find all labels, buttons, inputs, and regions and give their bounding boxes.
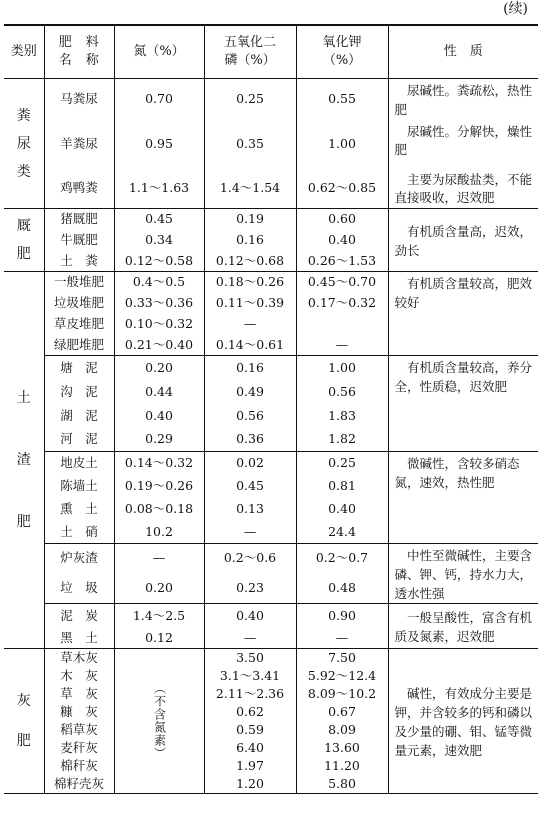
row-phosphorus: 3.50	[204, 649, 296, 667]
row-name: 羊粪尿	[44, 120, 114, 168]
row-phosphorus: 0.62	[204, 703, 296, 721]
row-name: 地皮土	[44, 452, 114, 475]
row-phosphorus: 0.23	[204, 572, 296, 604]
row-phosphorus: 0.11～0.39	[204, 293, 296, 314]
row-potassium: 1.00	[296, 356, 388, 380]
header-property: 性 质	[388, 25, 538, 79]
row-phosphorus: 0.45	[204, 475, 296, 498]
header-potassium-top: 氧化钾	[322, 34, 362, 50]
row-phosphorus: 0.14～0.61	[204, 335, 296, 356]
header-name-bottom: 名 称	[58, 53, 100, 68]
row-phosphorus: 0.02	[204, 452, 296, 475]
row-phosphorus: 2.11～2.36	[204, 685, 296, 703]
header-row	[4, 25, 538, 79]
category-label: 灰肥	[16, 693, 31, 750]
row-name: 土 硝	[44, 521, 114, 544]
row-name: 牛厩肥	[44, 230, 114, 251]
row-name: 陈墙土	[44, 475, 114, 498]
row-potassium	[296, 314, 388, 335]
row-property: 主要为尿酸盐类，不能直接吸收，迟效肥	[388, 168, 538, 209]
row-phosphorus: 0.13	[204, 498, 296, 521]
row-potassium: 0.17～0.32	[296, 293, 388, 314]
row-potassium: 5.80	[296, 775, 388, 794]
row-name: 垃 圾	[44, 572, 114, 604]
header-name-top: 肥 料	[58, 34, 100, 50]
row-nitrogen: 0.45	[114, 209, 204, 230]
row-phosphorus: 0.12～0.68	[204, 251, 296, 272]
row-nitrogen: 0.20	[114, 572, 204, 604]
row-nitrogen: —	[114, 544, 204, 572]
row-potassium: 11.20	[296, 757, 388, 775]
row-name: 垃圾堆肥	[44, 293, 114, 314]
header-phosphorus-top: 五氧化二	[223, 34, 276, 50]
row-name: 熏 土	[44, 498, 114, 521]
category-label: 粪尿类	[16, 107, 31, 180]
table-row	[4, 356, 538, 380]
row-name: 湖 泥	[44, 404, 114, 428]
row-phosphorus: 1.20	[204, 775, 296, 794]
row-name: 木 灰	[44, 667, 114, 685]
row-name: 棉籽壳灰	[44, 775, 114, 794]
row-nitrogen: 0.4～0.5	[114, 272, 204, 293]
row-property: 有机质含量高，迟效，劲长	[388, 209, 538, 272]
header-name	[44, 25, 114, 79]
table-row	[4, 79, 538, 120]
header-category: 类别	[4, 25, 44, 79]
row-name: 一般堆肥	[44, 272, 114, 293]
row-phosphorus: 1.97	[204, 757, 296, 775]
header-potassium-bottom: （%）	[322, 53, 362, 68]
row-potassium: 0.2～0.7	[296, 544, 388, 572]
row-potassium: 7.50	[296, 649, 388, 667]
row-property: 中性至微碱性，主要含磷、钾、钙，持水力大，透水性强	[388, 544, 538, 604]
row-phosphorus: 3.1～3.41	[204, 667, 296, 685]
category-manure	[4, 79, 44, 209]
row-nitrogen: 0.21～0.40	[114, 335, 204, 356]
row-potassium: 0.62～0.85	[296, 168, 388, 209]
row-name: 稻草灰	[44, 721, 114, 739]
row-property: 有机质含量较高，肥效较好	[388, 272, 538, 356]
header-phosphorus	[204, 25, 296, 79]
row-nitrogen: 0.12～0.58	[114, 251, 204, 272]
row-name: 草 灰	[44, 685, 114, 703]
row-potassium: 0.56	[296, 380, 388, 404]
row-potassium: 8.09	[296, 721, 388, 739]
row-name: 草木灰	[44, 649, 114, 667]
row-potassium: 1.83	[296, 404, 388, 428]
row-name: 棉秆灰	[44, 757, 114, 775]
table-row	[4, 272, 538, 293]
row-phosphorus: —	[204, 314, 296, 335]
row-name: 麦秆灰	[44, 739, 114, 757]
row-potassium: 0.40	[296, 498, 388, 521]
row-potassium: 0.25	[296, 452, 388, 475]
row-property: 一般呈酸性，富含有机质及氮素，迟效肥	[388, 604, 538, 649]
row-nitrogen: 0.33～0.36	[114, 293, 204, 314]
row-name: 土 粪	[44, 251, 114, 272]
row-phosphorus: 0.18～0.26	[204, 272, 296, 293]
row-property: 微碱性，含较多硝态氮，速效，热性肥	[388, 452, 538, 544]
row-potassium: 0.40	[296, 230, 388, 251]
row-potassium: 0.81	[296, 475, 388, 498]
row-potassium: 0.67	[296, 703, 388, 721]
header-potassium	[296, 25, 388, 79]
row-nitrogen: 0.12	[114, 628, 204, 649]
row-name: 马粪尿	[44, 79, 114, 120]
row-nitrogen: 0.29	[114, 428, 204, 452]
row-nitrogen: 1.1～1.63	[114, 168, 204, 209]
row-potassium: 5.92～12.4	[296, 667, 388, 685]
row-nitrogen: 0.44	[114, 380, 204, 404]
row-nitrogen: 0.34	[114, 230, 204, 251]
row-name: 沟 泥	[44, 380, 114, 404]
row-name: 泥 炭	[44, 604, 114, 628]
row-phosphorus: 0.59	[204, 721, 296, 739]
row-name: 黑 土	[44, 628, 114, 649]
row-potassium: 8.09～10.2	[296, 685, 388, 703]
row-phosphorus: 6.40	[204, 739, 296, 757]
header-phosphorus-bottom: 磷（%）	[224, 53, 276, 68]
row-potassium: —	[296, 628, 388, 649]
row-potassium: 1.00	[296, 120, 388, 168]
row-phosphorus: 0.19	[204, 209, 296, 230]
table-row	[4, 544, 538, 572]
table-row	[4, 452, 538, 475]
ash-nitrogen-note: （不含氮素）	[152, 682, 167, 761]
category-label: 土渣肥	[16, 390, 31, 531]
row-nitrogen: 0.08～0.18	[114, 498, 204, 521]
row-potassium: 0.60	[296, 209, 388, 230]
row-name: 鸡鸭粪	[44, 168, 114, 209]
row-potassium: 0.55	[296, 79, 388, 120]
row-potassium: 0.45～0.70	[296, 272, 388, 293]
row-name: 河 泥	[44, 428, 114, 452]
row-property: 尿碱性。分解快，燥性肥	[394, 123, 533, 158]
row-phosphorus: 1.4～1.54	[204, 168, 296, 209]
row-name: 炉灰渣	[44, 544, 114, 572]
row-phosphorus: —	[204, 521, 296, 544]
row-nitrogen: 0.10～0.32	[114, 314, 204, 335]
table-row	[4, 120, 538, 168]
row-nitrogen: 0.95	[114, 120, 204, 168]
category-ash	[4, 649, 44, 794]
category-stable	[4, 209, 44, 272]
row-nitrogen: 10.2	[114, 521, 204, 544]
row-name: 猪厩肥	[44, 209, 114, 230]
row-nitrogen: 0.19～0.26	[114, 475, 204, 498]
row-name: 糠 灰	[44, 703, 114, 721]
table-row	[4, 604, 538, 628]
row-phosphorus: —	[204, 628, 296, 649]
row-property: 碱性，有效成分主要是钾，并含较多的钙和磷以及少量的硼、钼、锰等微量元素，速效肥	[388, 649, 538, 794]
ash-nitrogen-cell	[114, 649, 204, 794]
row-phosphorus: 0.56	[204, 404, 296, 428]
header-nitrogen: 氮（%）	[114, 25, 204, 79]
table-row	[4, 168, 538, 209]
row-property: 有机质含量较高，养分全，性质稳，迟效肥	[388, 356, 538, 452]
row-potassium: 0.48	[296, 572, 388, 604]
continued-mark: (续)	[503, 1, 528, 17]
category-label: 厩肥	[16, 218, 31, 262]
fertilizer-table	[4, 24, 538, 794]
row-potassium: 1.82	[296, 428, 388, 452]
row-potassium: 0.26～1.53	[296, 251, 388, 272]
row-nitrogen: 1.4～2.5	[114, 604, 204, 628]
row-nitrogen: 0.20	[114, 356, 204, 380]
table-row	[4, 209, 538, 230]
row-phosphorus: 0.25	[204, 79, 296, 120]
row-nitrogen: 0.14～0.32	[114, 452, 204, 475]
row-name: 塘 泥	[44, 356, 114, 380]
row-name: 草皮堆肥	[44, 314, 114, 335]
row-phosphorus: 0.49	[204, 380, 296, 404]
category-soil	[4, 272, 44, 649]
row-name: 绿肥堆肥	[44, 335, 114, 356]
row-phosphorus: 0.40	[204, 604, 296, 628]
row-potassium: —	[296, 335, 388, 356]
table-row	[4, 649, 538, 667]
row-phosphorus: 0.36	[204, 428, 296, 452]
row-phosphorus: 0.2～0.6	[204, 544, 296, 572]
row-potassium: 24.4	[296, 521, 388, 544]
row-phosphorus: 0.16	[204, 230, 296, 251]
row-potassium: 0.90	[296, 604, 388, 628]
row-potassium: 13.60	[296, 739, 388, 757]
row-nitrogen: 0.70	[114, 79, 204, 120]
row-nitrogen: 0.40	[114, 404, 204, 428]
row-property: 尿碱性。粪疏松，热性肥	[394, 83, 533, 117]
row-phosphorus: 0.35	[204, 120, 296, 168]
row-phosphorus: 0.16	[204, 356, 296, 380]
